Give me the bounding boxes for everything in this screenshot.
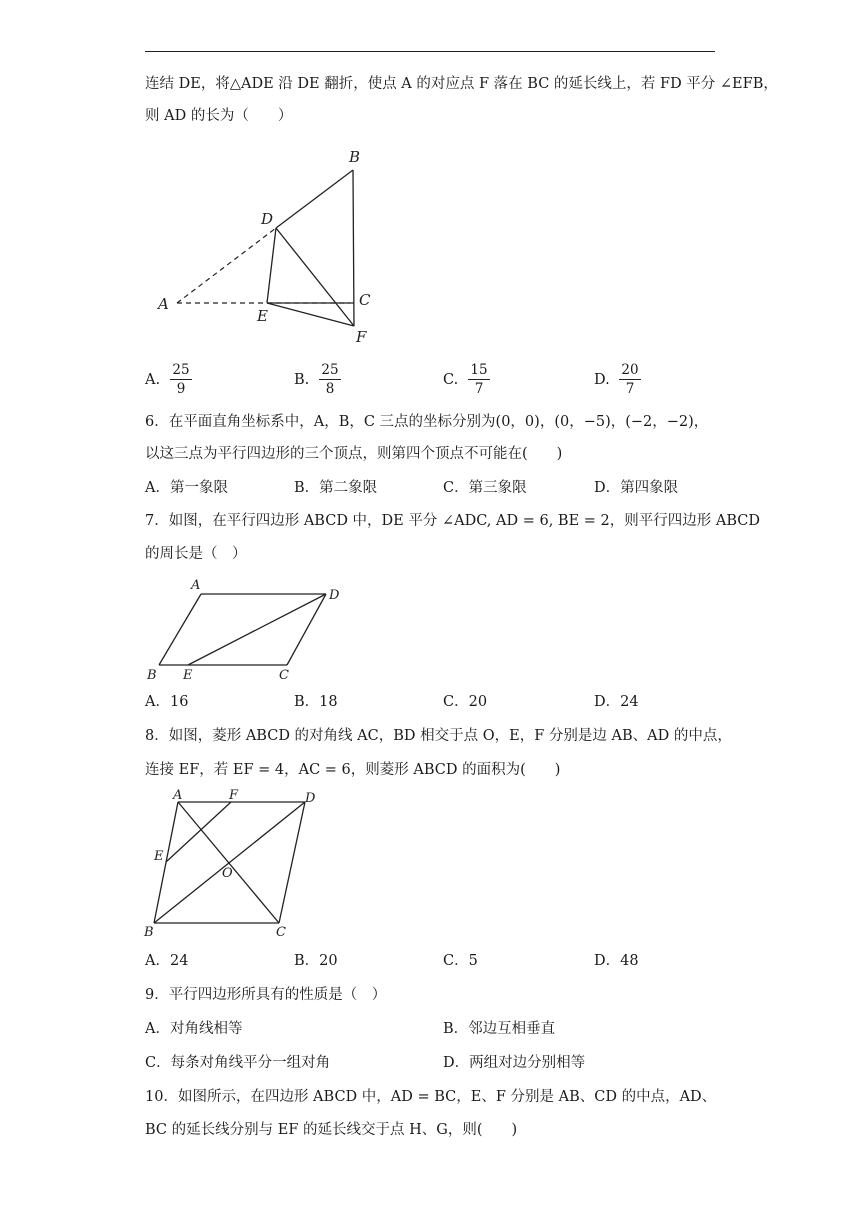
q5-label-d: D [261,210,274,228]
q8-figure [140,785,330,945]
q5-option-d-fraction [619,362,641,397]
q8-text-line1: 8．如图，菱形 ABCD 的对角线 AC，BD 相交于点 O，E，F 分别是边 AB、AD 的中点， [145,728,732,744]
q5-option-b-letter: B. [294,372,310,388]
q8-label-f: F [229,788,239,803]
q5-option-b-fraction [319,362,341,397]
q8-option-c: C．5 [443,953,478,969]
q5-label-e: E [257,307,268,325]
q7-label-a: A [191,578,201,593]
q5-option-a-letter: A. [145,372,161,388]
q7-option-d: D．24 [594,694,639,710]
q5-figure [150,145,390,350]
q5-option-a-den: 9 [176,381,186,397]
q5-text-line2: 则 AD 的长为（ ） [145,108,293,124]
q8-label-d: D [305,791,316,806]
q9-option-b: B．邻边互相垂直 [443,1021,556,1037]
q5-label-b: B [349,148,361,166]
q5-option-c-den: 7 [474,381,484,397]
q5-option-a-num: 25 [170,362,192,380]
q8-option-a: A．24 [145,953,189,969]
q8-text-line2: 连接 EF，若 EF = 4，AC = 6，则菱形 ABCD 的面积为( ) [145,762,561,778]
q8-label-o: O [222,866,233,881]
q5-option-b-num: 25 [319,362,341,380]
q5-option-a-fraction [170,362,192,397]
q5-option-c-fraction [468,362,490,397]
q7-option-a: A．16 [145,694,189,710]
q6-option-d: D．第四象限 [594,480,679,496]
q7-label-d: D [329,588,340,603]
q9-option-d: D．两组对边分别相等 [443,1055,586,1071]
q6-text-line2: 以这三点为平行四边形的三个顶点，则第四个顶点不可能在( ) [145,446,563,462]
q7-text-line1: 7．如图，在平行四边形 ABCD 中，DE 平分 ∠ADC, AD = 6, BE = 2，则平行四边形 ABCD [145,513,760,529]
q5-option-d-den: 7 [625,381,635,397]
q5-label-c: C [359,291,371,309]
q7-label-c: C [279,668,289,683]
q7-option-b: B．18 [294,694,338,710]
q8-label-b: B [144,925,154,940]
q7-figure [145,575,355,685]
q6-option-c: C．第三象限 [443,480,527,496]
q9-option-c: C．每条对角线平分一组对角 [145,1055,331,1071]
q6-option-b: B．第二象限 [294,480,378,496]
q10-text-line2: BC 的延长线分别与 EF 的延长线交于点 H、G，则( ) [145,1122,518,1138]
q9-text-line1: 9．平行四边形所具有的性质是（ ） [145,987,387,1003]
q9-option-a: A．对角线相等 [145,1021,243,1037]
q5-option-d-num: 20 [619,362,641,380]
q6-option-a: A．第一象限 [145,480,228,496]
q5-label-f: F [356,328,367,346]
q8-label-a: A [173,788,183,803]
q5-option-c-letter: C. [443,372,459,388]
q7-option-c: C．20 [443,694,488,710]
q5-option-d-letter: D. [594,372,610,388]
q8-option-b: B．20 [294,953,338,969]
q5-option-c-num: 15 [468,362,490,380]
q8-label-c: C [276,925,286,940]
q5-label-a: A [158,295,169,313]
q7-label-e: E [183,668,193,683]
q8-label-e: E [154,849,164,864]
q6-text-line1: 6．在平面直角坐标系中，A，B，C 三点的坐标分别为(0，0)，(0，−5)，(−2，−2)， [145,414,709,430]
header-rule [145,51,715,52]
q7-text-line2: 的周长是（ ） [145,546,247,562]
q5-text-line1: 连结 DE，将△ADE 沿 DE 翻折，使点 A 的对应点 F 落在 BC 的延长线上，若 FD 平分 ∠EFB， [145,76,778,92]
q7-label-b: B [147,668,157,683]
q8-option-d: D．48 [594,953,639,969]
q10-text-line1: 10．如图所示，在四边形 ABCD 中，AD = BC，E、F 分别是 AB、CD 的中点，AD、 [145,1089,717,1105]
q5-option-b-den: 8 [325,381,335,397]
